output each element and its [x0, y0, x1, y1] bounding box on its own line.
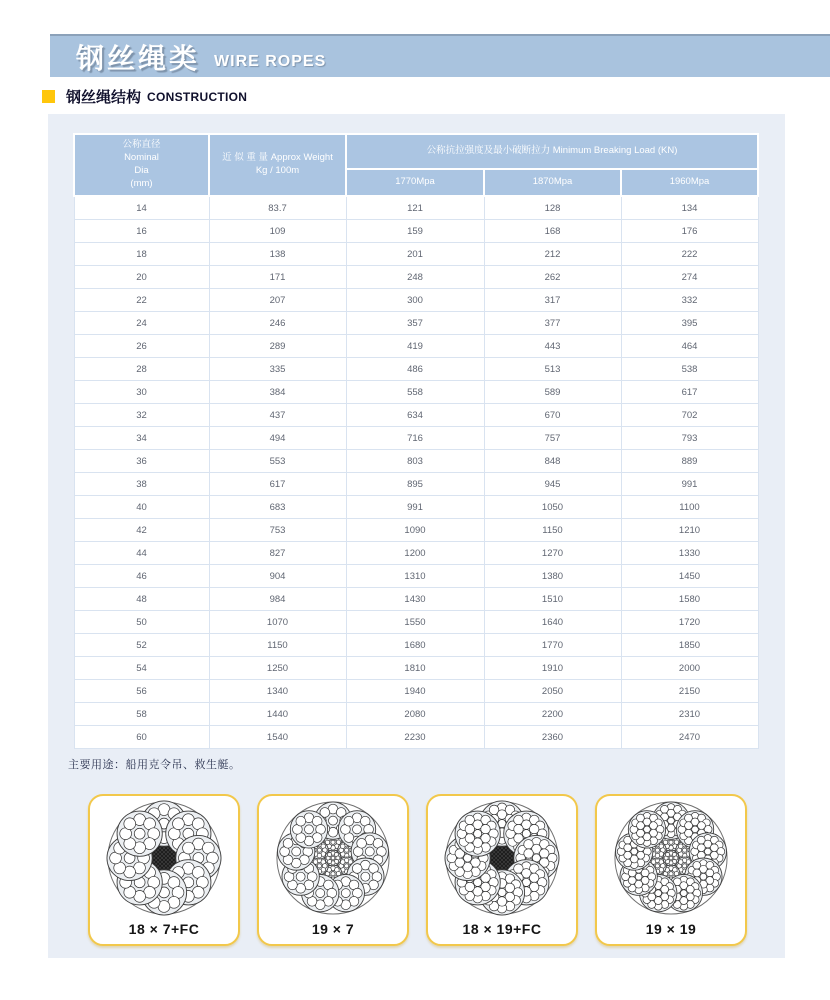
table-cell: 589 — [484, 381, 621, 404]
table-cell: 2470 — [621, 726, 758, 749]
table-cell: 538 — [621, 358, 758, 381]
table-cell: 52 — [74, 634, 209, 657]
table-cell: 2230 — [346, 726, 484, 749]
table-cell: 60 — [74, 726, 209, 749]
table-cell: 30 — [74, 381, 209, 404]
table-cell: 36 — [74, 450, 209, 473]
table-cell: 335 — [209, 358, 346, 381]
page-title-en: WIRE ROPES — [214, 52, 327, 70]
table-cell: 617 — [209, 473, 346, 496]
table-cell: 2200 — [484, 703, 621, 726]
table-row — [74, 289, 758, 312]
table-row — [74, 427, 758, 450]
table-cell: 83.7 — [209, 196, 346, 220]
table-row — [74, 726, 758, 749]
col-header-grade-1870: 1870Mpa — [484, 169, 621, 196]
table-cell: 207 — [209, 289, 346, 312]
table-cell: 262 — [484, 266, 621, 289]
spec-table-body — [74, 196, 758, 749]
rope-card-3 — [426, 794, 578, 946]
table-cell: 20 — [74, 266, 209, 289]
table-row — [74, 243, 758, 266]
table-cell: 274 — [621, 266, 758, 289]
table-row — [74, 565, 758, 588]
table-cell: 395 — [621, 312, 758, 335]
table-cell: 1540 — [209, 726, 346, 749]
table-cell: 895 — [346, 473, 484, 496]
col-header-grade-1770: 1770Mpa — [346, 169, 484, 196]
table-cell: 2310 — [621, 703, 758, 726]
table-cell: 201 — [346, 243, 484, 266]
table-cell: 1270 — [484, 542, 621, 565]
table-cell: 1850 — [621, 634, 758, 657]
table-cell: 332 — [621, 289, 758, 312]
table-cell: 138 — [209, 243, 346, 266]
table-row — [74, 266, 758, 289]
table-cell: 2000 — [621, 657, 758, 680]
table-cell: 1070 — [209, 611, 346, 634]
table-cell: 134 — [621, 196, 758, 220]
table-cell: 443 — [484, 335, 621, 358]
table-cell: 109 — [209, 220, 346, 243]
usage-note: 主要用途：船用克令吊、救生艇。 — [68, 759, 241, 771]
table-cell: 44 — [74, 542, 209, 565]
col-header-weight — [209, 134, 346, 196]
table-cell: 2050 — [484, 680, 621, 703]
table-cell: 464 — [621, 335, 758, 358]
table-cell: 168 — [484, 220, 621, 243]
table-cell: 28 — [74, 358, 209, 381]
table-cell: 289 — [209, 335, 346, 358]
table-cell: 14 — [74, 196, 209, 220]
table-cell: 904 — [209, 565, 346, 588]
rope-card-4 — [595, 794, 747, 946]
table-cell: 1330 — [621, 542, 758, 565]
content-panel — [48, 114, 785, 958]
table-row — [74, 703, 758, 726]
table-row — [74, 496, 758, 519]
table-row — [74, 657, 758, 680]
table-cell: 1050 — [484, 496, 621, 519]
table-row — [74, 358, 758, 381]
col-header-grade-1960: 1960Mpa — [621, 169, 758, 196]
table-row — [74, 611, 758, 634]
table-cell: 171 — [209, 266, 346, 289]
table-cell: 42 — [74, 519, 209, 542]
table-cell: 1680 — [346, 634, 484, 657]
table-row — [74, 588, 758, 611]
table-cell: 702 — [621, 404, 758, 427]
table-cell: 377 — [484, 312, 621, 335]
rope-card-1 — [88, 794, 240, 946]
table-cell: 121 — [346, 196, 484, 220]
table-cell: 1510 — [484, 588, 621, 611]
table-cell: 634 — [346, 404, 484, 427]
col-header-diameter-zh: 公称直径 — [122, 139, 161, 151]
table-cell: 1940 — [346, 680, 484, 703]
table-cell: 716 — [346, 427, 484, 450]
rope-label: 19 × 7 — [311, 921, 355, 937]
section-heading — [42, 86, 247, 107]
table-cell: 670 — [484, 404, 621, 427]
page-title-bar — [50, 34, 830, 77]
table-cell: 2150 — [621, 680, 758, 703]
table-cell: 1430 — [346, 588, 484, 611]
table-cell: 437 — [209, 404, 346, 427]
table-cell: 1580 — [621, 588, 758, 611]
table-cell: 24 — [74, 312, 209, 335]
table-cell: 212 — [484, 243, 621, 266]
table-cell: 558 — [346, 381, 484, 404]
table-row — [74, 196, 758, 220]
table-cell: 58 — [74, 703, 209, 726]
table-cell: 40 — [74, 496, 209, 519]
table-cell: 753 — [209, 519, 346, 542]
table-cell: 1150 — [209, 634, 346, 657]
table-cell: 128 — [484, 196, 621, 220]
table-cell: 1640 — [484, 611, 621, 634]
table-cell: 1380 — [484, 565, 621, 588]
table-row — [74, 542, 758, 565]
table-cell: 991 — [346, 496, 484, 519]
spec-table — [73, 133, 759, 749]
table-cell: 357 — [346, 312, 484, 335]
table-cell: 683 — [209, 496, 346, 519]
table-cell: 793 — [621, 427, 758, 450]
table-cell: 18 — [74, 243, 209, 266]
table-cell: 889 — [621, 450, 758, 473]
rope-label: 19 × 19 — [645, 921, 697, 937]
table-cell: 757 — [484, 427, 621, 450]
table-cell: 159 — [346, 220, 484, 243]
col-header-diameter-en2: Dia — [134, 165, 149, 176]
table-cell: 848 — [484, 450, 621, 473]
table-cell: 1150 — [484, 519, 621, 542]
table-cell: 248 — [346, 266, 484, 289]
rope-cards — [88, 794, 747, 946]
table-cell: 945 — [484, 473, 621, 496]
table-row — [74, 404, 758, 427]
table-cell: 1210 — [621, 519, 758, 542]
table-row — [74, 312, 758, 335]
table-cell: 54 — [74, 657, 209, 680]
table-cell: 1200 — [346, 542, 484, 565]
table-cell: 1450 — [621, 565, 758, 588]
table-cell: 553 — [209, 450, 346, 473]
table-cell: 486 — [346, 358, 484, 381]
table-cell: 38 — [74, 473, 209, 496]
table-cell: 1810 — [346, 657, 484, 680]
table-row — [74, 381, 758, 404]
rope-card-2 — [257, 794, 409, 946]
table-cell: 50 — [74, 611, 209, 634]
table-cell: 984 — [209, 588, 346, 611]
table-cell: 222 — [621, 243, 758, 266]
rope-diagram — [274, 799, 392, 917]
col-header-breaking-load: 公称抗拉强度及最小破断拉力 Minimum Breaking Load (KN) — [346, 134, 758, 169]
table-cell: 1090 — [346, 519, 484, 542]
rope-label: 18 × 19+FC — [462, 921, 542, 937]
table-row — [74, 519, 758, 542]
rope-diagram — [612, 799, 730, 917]
table-cell: 32 — [74, 404, 209, 427]
table-cell: 26 — [74, 335, 209, 358]
table-row — [74, 680, 758, 703]
table-cell: 419 — [346, 335, 484, 358]
table-cell: 317 — [484, 289, 621, 312]
table-cell: 48 — [74, 588, 209, 611]
table-cell: 1340 — [209, 680, 346, 703]
table-cell: 1720 — [621, 611, 758, 634]
table-row — [74, 450, 758, 473]
col-header-weight-line1: 近 似 重 量 Approx Weight — [222, 152, 333, 164]
table-cell: 300 — [346, 289, 484, 312]
table-cell: 803 — [346, 450, 484, 473]
table-cell: 22 — [74, 289, 209, 312]
col-header-diameter-unit: (mm) — [130, 177, 153, 189]
table-row — [74, 473, 758, 496]
table-cell: 1250 — [209, 657, 346, 680]
table-cell: 1100 — [621, 496, 758, 519]
rope-diagram — [443, 799, 561, 917]
page-title-zh: 钢丝绳类 — [76, 42, 201, 74]
table-cell: 513 — [484, 358, 621, 381]
table-cell: 1310 — [346, 565, 484, 588]
table-cell: 2360 — [484, 726, 621, 749]
table-cell: 1910 — [484, 657, 621, 680]
table-cell: 494 — [209, 427, 346, 450]
col-header-diameter — [74, 134, 209, 196]
table-cell: 991 — [621, 473, 758, 496]
col-header-diameter-en1: Nominal — [124, 152, 159, 164]
rope-diagram — [105, 799, 223, 917]
rope-label: 18 × 7+FC — [128, 921, 200, 937]
table-row — [74, 220, 758, 243]
table-cell: 246 — [209, 312, 346, 335]
table-cell: 56 — [74, 680, 209, 703]
table-row — [74, 335, 758, 358]
table-cell: 1770 — [484, 634, 621, 657]
table-cell: 176 — [621, 220, 758, 243]
table-cell: 384 — [209, 381, 346, 404]
col-header-weight-line2: Kg / 100m — [255, 165, 300, 176]
table-cell: 2080 — [346, 703, 484, 726]
table-cell: 34 — [74, 427, 209, 450]
section-title-en: CONSTRUCTION — [147, 89, 248, 104]
section-title-zh: 钢丝绳结构 — [66, 89, 142, 106]
table-row — [74, 634, 758, 657]
table-cell: 827 — [209, 542, 346, 565]
section-bullet-icon — [42, 90, 55, 103]
table-cell: 46 — [74, 565, 209, 588]
table-cell: 1550 — [346, 611, 484, 634]
table-cell: 1440 — [209, 703, 346, 726]
table-cell: 617 — [621, 381, 758, 404]
spec-table-wrap — [73, 133, 759, 749]
table-cell: 16 — [74, 220, 209, 243]
